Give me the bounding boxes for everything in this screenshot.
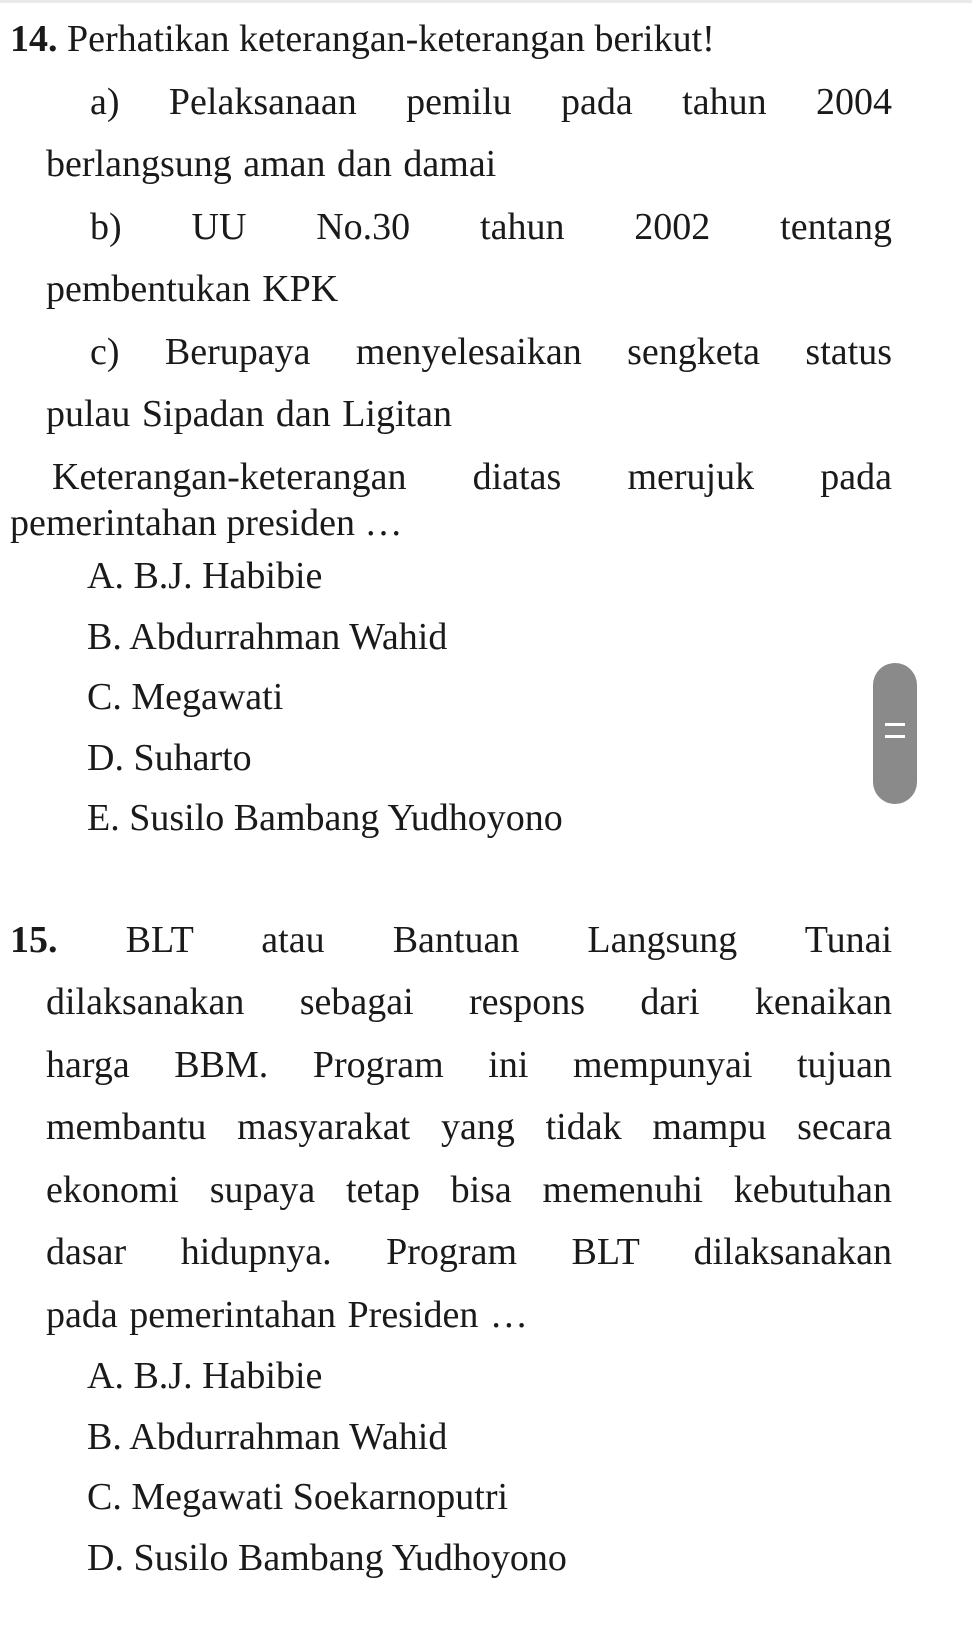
question-15 xyxy=(10,909,892,1347)
question-15-body xyxy=(10,971,892,1346)
statement-b-line-2: pembentukan KPK xyxy=(46,268,339,310)
question-14-number: 14. xyxy=(10,18,58,60)
document-page xyxy=(10,8,892,1588)
question-15-line-7: pada pemerintahan Presiden … xyxy=(46,1293,528,1336)
statement-c xyxy=(46,321,892,384)
question-14-statements xyxy=(10,71,892,446)
grip-line-top xyxy=(885,723,905,726)
statement-a-line-2: berlangsung aman dan damai xyxy=(46,143,497,185)
question-14-options xyxy=(10,546,892,849)
question-15-line-3: harga BBM. Program ini mempunyai tujuan xyxy=(46,1043,892,1086)
question-15-line-2: dilaksanakan sebagai respons dari kenaikan xyxy=(46,981,892,1023)
q14-option-d[interactable]: D. Suharto xyxy=(87,736,252,779)
statement-c-line-2: pulau Sipadan dan Ligitan xyxy=(46,393,452,435)
statement-b-line-1: b) UU No.30 tahun 2002 tentang xyxy=(90,205,892,248)
question-15-line-6: dasar hidupnya. Program BLT dilaksanakan xyxy=(46,1231,892,1273)
q15-option-a[interactable]: A. B.J. Habibie xyxy=(87,1355,323,1397)
question-15-number: 15. xyxy=(10,918,58,961)
question-15-line-5: ekonomi supaya tetap bisa memenuhi kebutuhan xyxy=(46,1168,892,1211)
grip-line-bottom xyxy=(885,735,905,738)
statement-a-line-1: a) Pelaksanaan pemilu pada tahun 2004 xyxy=(90,80,892,123)
statement-c-line-1: c) Berupaya menyelesaikan sengketa status xyxy=(90,330,892,373)
question-15-options xyxy=(10,1346,892,1588)
statement-a xyxy=(46,71,892,134)
q15-option-d[interactable]: D. Susilo Bambang Yudhoyono xyxy=(87,1536,567,1579)
question-15-line-4: membantu masyarakat yang tidak mampu secara xyxy=(46,1106,892,1148)
question-14-prompt xyxy=(10,8,892,71)
q14-option-e[interactable]: E. Susilo Bambang Yudhoyono xyxy=(87,797,563,839)
question-14-conclusion-line-1: Keterangan-keterangan diatas merujuk pada xyxy=(52,455,892,498)
q15-option-b[interactable]: B. Abdurrahman Wahid xyxy=(87,1415,448,1458)
question-15-first-text: BLT atau Bantuan Langsung Tunai xyxy=(125,918,893,961)
top-divider xyxy=(0,0,972,3)
q14-option-b[interactable]: B. Abdurrahman Wahid xyxy=(87,615,448,658)
scroll-handle[interactable] xyxy=(873,663,917,804)
q14-option-a[interactable]: A. B.J. Habibie xyxy=(87,555,323,597)
question-spacer xyxy=(10,849,892,909)
q15-option-c[interactable]: C. Megawati Soekarnoputri xyxy=(87,1476,509,1518)
q14-option-c[interactable]: C. Megawati xyxy=(87,676,284,718)
question-14-text: Perhatikan keterangan-keterangan berikut! xyxy=(67,18,715,60)
question-15-line-1 xyxy=(10,909,892,972)
question-14-conclusion-line-2: pemerintahan presiden … xyxy=(10,502,403,544)
statement-b xyxy=(46,196,892,259)
